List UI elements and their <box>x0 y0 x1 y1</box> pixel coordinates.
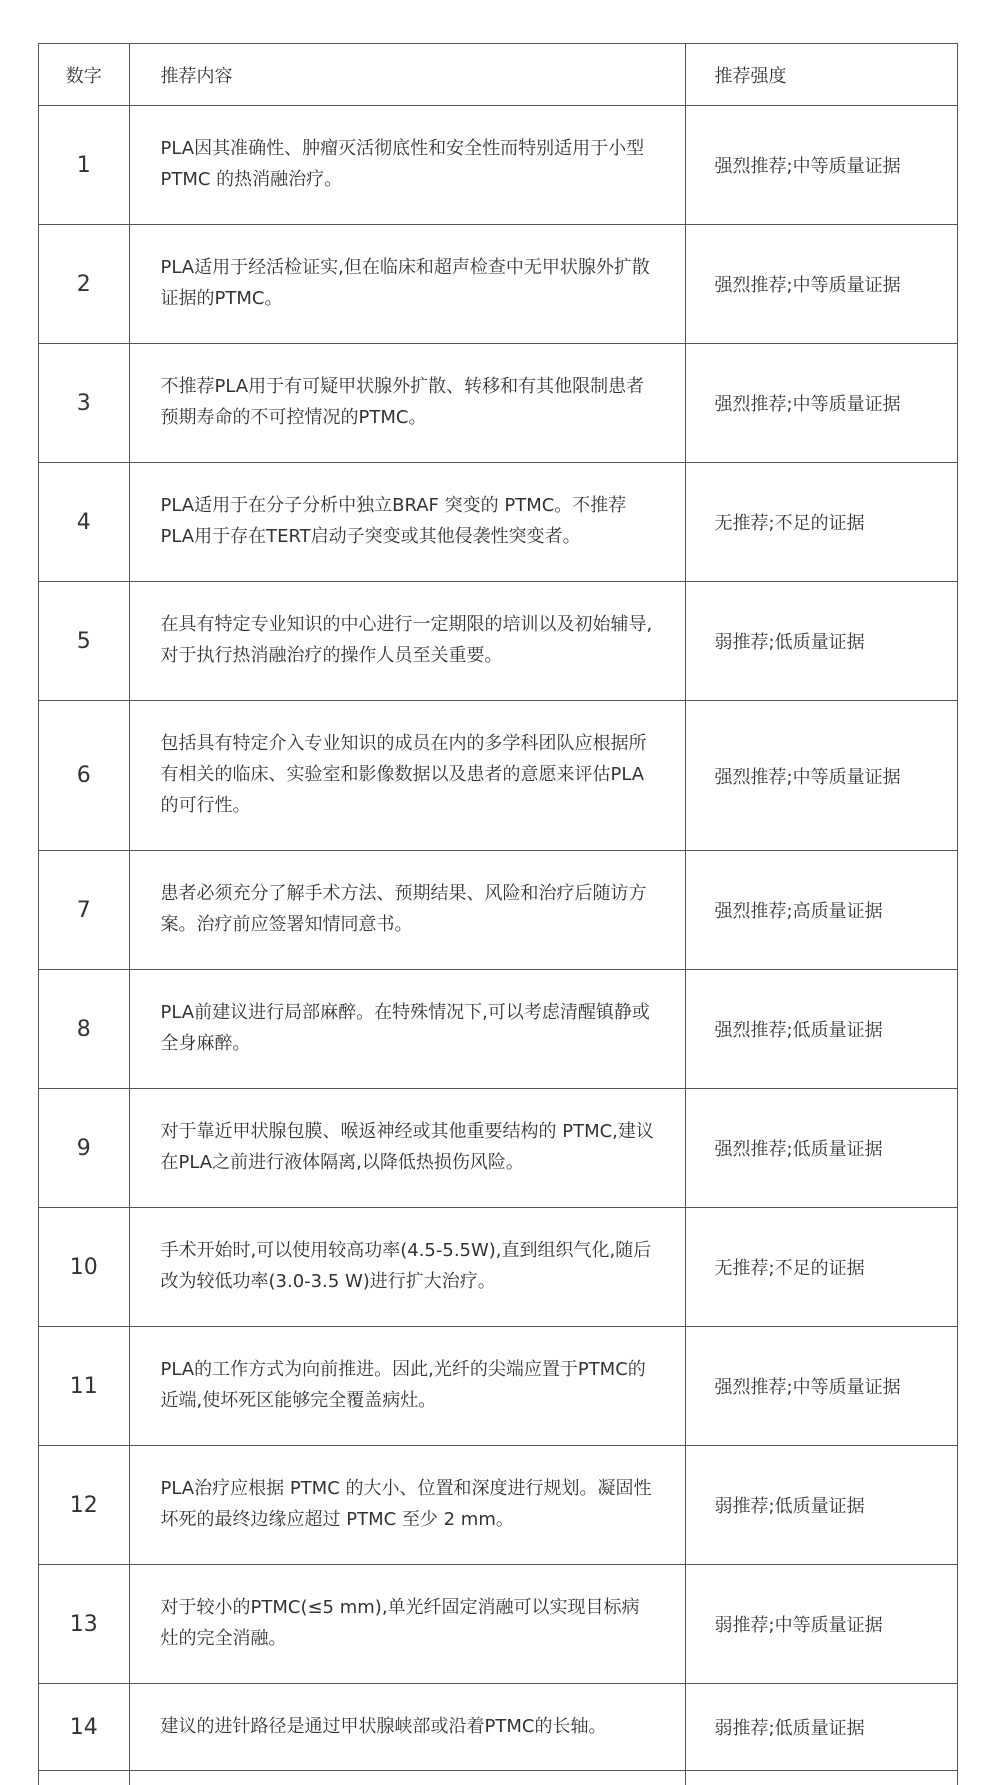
recommendation-table <box>39 44 957 1785</box>
header-number: 数字 <box>39 44 129 106</box>
row-content: PLA前建议进行局部麻醉。在特殊情况下,可以考虑清醒镇静或全身麻醉。 <box>129 970 685 1089</box>
table-row <box>39 1327 957 1446</box>
row-number: 13 <box>39 1565 129 1684</box>
table-row <box>39 463 957 582</box>
row-number: 3 <box>39 344 129 463</box>
table-row-continuation <box>39 1771 957 1785</box>
row-strength: 弱推荐;低质量证据 <box>685 1684 957 1771</box>
row-strength: 弱推荐;低质量证据 <box>685 582 957 701</box>
row-content: 在具有特定专业知识的中心进行一定期限的培训以及初始辅导,对于执行热消融治疗的操作人员至关重要。 <box>129 582 685 701</box>
header-strength: 推荐强度 <box>685 44 957 106</box>
row-strength: 无推荐;不足的证据 <box>685 1208 957 1327</box>
continuation-cell <box>129 1771 685 1785</box>
row-number: 6 <box>39 701 129 851</box>
row-strength: 强烈推荐;中等质量证据 <box>685 1327 957 1446</box>
table-row <box>39 106 957 225</box>
row-content: PLA适用于在分子分析中独立BRAF 突变的 PTMC。不推荐PLA用于存在TERT启动子突变或其他侵袭性突变者。 <box>129 463 685 582</box>
row-content: 手术开始时,可以使用较高功率(4.5-5.5W),直到组织气化,随后改为较低功率(3.0-3.5 W)进行扩大治疗。 <box>129 1208 685 1327</box>
continuation-cell <box>685 1771 957 1785</box>
row-strength: 弱推荐;中等质量证据 <box>685 1565 957 1684</box>
row-strength: 无推荐;不足的证据 <box>685 463 957 582</box>
table-row <box>39 1446 957 1565</box>
row-content: 包括具有特定介入专业知识的成员在内的多学科团队应根据所有相关的临床、实验室和影像数据以及患者的意愿来评估PLA的可行性。 <box>129 701 685 851</box>
row-strength: 弱推荐;低质量证据 <box>685 1446 957 1565</box>
table-row <box>39 582 957 701</box>
row-number: 2 <box>39 225 129 344</box>
row-number: 12 <box>39 1446 129 1565</box>
row-content: 患者必须充分了解手术方法、预期结果、风险和治疗后随访方案。治疗前应签署知情同意书。 <box>129 851 685 970</box>
row-number: 14 <box>39 1684 129 1771</box>
row-strength: 强烈推荐;低质量证据 <box>685 970 957 1089</box>
row-content: 对于靠近甲状腺包膜、喉返神经或其他重要结构的 PTMC,建议在PLA之前进行液体隔离,以降低热损伤风险。 <box>129 1089 685 1208</box>
table-row <box>39 225 957 344</box>
row-number: 9 <box>39 1089 129 1208</box>
table-header-row <box>39 44 957 106</box>
row-content: PLA因其准确性、肿瘤灭活彻底性和安全性而特别适用于小型PTMC 的热消融治疗。 <box>129 106 685 225</box>
table-row <box>39 1684 957 1771</box>
table-row <box>39 851 957 970</box>
table-row <box>39 1565 957 1684</box>
row-content: 建议的进针路径是通过甲状腺峡部或沿着PTMC的长轴。 <box>129 1684 685 1771</box>
recommendation-table-container <box>38 43 958 1785</box>
row-strength: 强烈推荐;中等质量证据 <box>685 701 957 851</box>
row-number: 8 <box>39 970 129 1089</box>
row-content: PLA适用于经活检证实,但在临床和超声检查中无甲状腺外扩散证据的PTMC。 <box>129 225 685 344</box>
row-content: PLA治疗应根据 PTMC 的大小、位置和深度进行规划。凝固性坏死的最终边缘应超过 PTMC 至少 2 mm。 <box>129 1446 685 1565</box>
table-row <box>39 1089 957 1208</box>
row-number: 1 <box>39 106 129 225</box>
header-content: 推荐内容 <box>129 44 685 106</box>
row-strength: 强烈推荐;低质量证据 <box>685 1089 957 1208</box>
row-strength: 强烈推荐;中等质量证据 <box>685 225 957 344</box>
row-number: 4 <box>39 463 129 582</box>
row-number: 5 <box>39 582 129 701</box>
row-strength: 强烈推荐;高质量证据 <box>685 851 957 970</box>
table-row <box>39 344 957 463</box>
continuation-cell <box>39 1771 129 1785</box>
row-strength: 强烈推荐;中等质量证据 <box>685 344 957 463</box>
table-row <box>39 970 957 1089</box>
row-strength: 强烈推荐;中等质量证据 <box>685 106 957 225</box>
table-row <box>39 1208 957 1327</box>
row-content: 对于较小的PTMC(≤5 mm),单光纤固定消融可以实现目标病灶的完全消融。 <box>129 1565 685 1684</box>
row-number: 10 <box>39 1208 129 1327</box>
row-number: 7 <box>39 851 129 970</box>
table-row <box>39 701 957 851</box>
row-content: PLA的工作方式为向前推进。因此,光纤的尖端应置于PTMC的近端,使坏死区能够完全覆盖病灶。 <box>129 1327 685 1446</box>
row-content: 不推荐PLA用于有可疑甲状腺外扩散、转移和有其他限制患者预期寿命的不可控情况的PTMC。 <box>129 344 685 463</box>
row-number: 11 <box>39 1327 129 1446</box>
